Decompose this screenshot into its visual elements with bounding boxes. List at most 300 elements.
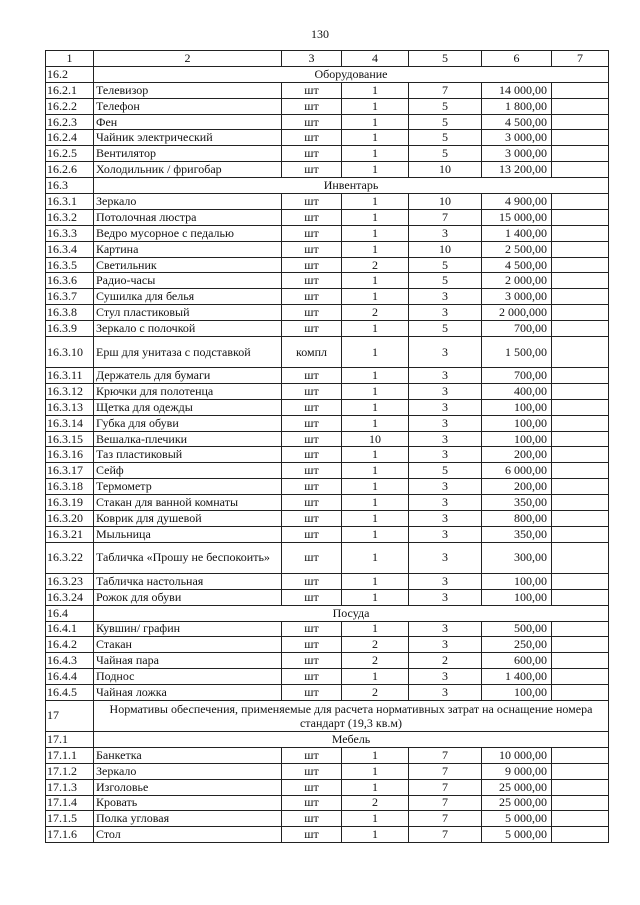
item-note [552,114,609,130]
item-unit: шт [282,637,342,653]
table-row [46,621,609,637]
item-note [552,321,609,337]
item-quantity: 1 [342,447,409,463]
item-quantity: 1 [342,827,409,843]
table-row [46,573,609,589]
item-quantity: 1 [342,383,409,399]
table-row [46,795,609,811]
table-row [46,653,609,669]
table-row [46,130,609,146]
item-number: 17.1.3 [46,779,94,795]
item-number: 16.3.2 [46,209,94,225]
section-number: 17 [46,700,94,731]
item-years: 3 [409,225,482,241]
item-quantity: 1 [342,479,409,495]
item-name: Сейф [94,463,282,479]
item-name: Щетка для одежды [94,399,282,415]
item-quantity: 1 [342,209,409,225]
item-name: Стакан [94,637,282,653]
item-price: 250,00 [482,637,552,653]
item-years: 3 [409,399,482,415]
item-note [552,526,609,542]
item-name: Потолочная люстра [94,209,282,225]
item-number: 17.1.4 [46,795,94,811]
item-price: 1 400,00 [482,225,552,241]
table-row [46,146,609,162]
item-name: Кувшин/ графин [94,621,282,637]
item-name: Чайная ложка [94,685,282,701]
item-unit: шт [282,431,342,447]
item-quantity: 1 [342,415,409,431]
item-number: 16.3.11 [46,368,94,384]
item-number: 16.3.22 [46,542,94,573]
item-years: 5 [409,463,482,479]
page-number: 130 [311,27,329,41]
item-price: 200,00 [482,447,552,463]
item-number: 16.3.19 [46,495,94,511]
item-number: 16.4.2 [46,637,94,653]
item-price: 14 000,00 [482,82,552,98]
item-name: Кровать [94,795,282,811]
table-row [46,447,609,463]
item-name: Коврик для душевой [94,511,282,527]
item-unit: шт [282,669,342,685]
item-name: Губка для обуви [94,415,282,431]
item-number: 17.1.1 [46,747,94,763]
item-name: Телефон [94,98,282,114]
item-note [552,542,609,573]
item-name: Стул пластиковый [94,305,282,321]
item-quantity: 2 [342,637,409,653]
section-row [46,66,609,82]
section-title: Нормативы обеспечения, применяемые для расчета нормативных затрат на оснащение номера стандарт (19,3 кв.м) [94,700,609,731]
item-years: 5 [409,257,482,273]
item-name: Рожок для обуви [94,589,282,605]
item-note [552,225,609,241]
table-row [46,337,609,368]
item-unit: шт [282,82,342,98]
header-cell: 7 [552,51,609,67]
section-number: 16.4 [46,605,94,621]
item-note [552,811,609,827]
item-number: 16.3.12 [46,383,94,399]
item-number: 16.3.15 [46,431,94,447]
item-price: 200,00 [482,479,552,495]
table-row [46,289,609,305]
item-name: Мыльница [94,526,282,542]
item-price: 100,00 [482,589,552,605]
item-years: 7 [409,209,482,225]
item-years: 5 [409,114,482,130]
item-note [552,431,609,447]
item-unit: шт [282,415,342,431]
item-years: 7 [409,82,482,98]
item-years: 3 [409,431,482,447]
item-number: 16.2.3 [46,114,94,130]
item-unit: шт [282,399,342,415]
item-quantity: 1 [342,194,409,210]
item-quantity: 1 [342,146,409,162]
item-price: 2 000,00 [482,273,552,289]
item-note [552,209,609,225]
header-cell: 3 [282,51,342,67]
item-unit: шт [282,146,342,162]
item-note [552,273,609,289]
section-title: Инвентарь [94,178,609,194]
item-unit: шт [282,463,342,479]
item-note [552,130,609,146]
item-quantity: 1 [342,82,409,98]
table-row [46,82,609,98]
item-quantity: 1 [342,589,409,605]
item-note [552,241,609,257]
item-unit: шт [282,779,342,795]
item-price: 4 500,00 [482,114,552,130]
item-number: 16.2.4 [46,130,94,146]
item-number: 16.3.1 [46,194,94,210]
item-note [552,511,609,527]
item-quantity: 1 [342,162,409,178]
table-row [46,763,609,779]
item-quantity: 2 [342,257,409,273]
item-number: 16.3.23 [46,573,94,589]
item-number: 16.3.7 [46,289,94,305]
table-row [46,257,609,273]
table-row [46,811,609,827]
item-price: 10 000,00 [482,747,552,763]
item-years: 7 [409,795,482,811]
item-note [552,779,609,795]
item-years: 3 [409,637,482,653]
item-number: 17.1.5 [46,811,94,827]
item-note [552,415,609,431]
item-price: 1 800,00 [482,98,552,114]
item-name: Чайная пара [94,653,282,669]
item-price: 100,00 [482,685,552,701]
item-price: 9 000,00 [482,763,552,779]
section-row [46,731,609,747]
item-name: Стакан для ванной комнаты [94,495,282,511]
table-row [46,526,609,542]
item-years: 3 [409,526,482,542]
item-unit: шт [282,811,342,827]
item-quantity: 1 [342,98,409,114]
item-unit: шт [282,98,342,114]
table-row [46,305,609,321]
item-quantity: 1 [342,337,409,368]
item-unit: шт [282,685,342,701]
item-years: 10 [409,194,482,210]
item-unit: шт [282,162,342,178]
item-unit: шт [282,621,342,637]
table-body [46,66,609,842]
item-years: 3 [409,479,482,495]
item-number: 16.3.8 [46,305,94,321]
table-row [46,479,609,495]
item-name: Крючки для полотенца [94,383,282,399]
item-quantity: 1 [342,273,409,289]
item-number: 16.2.2 [46,98,94,114]
item-quantity: 1 [342,811,409,827]
item-price: 4 900,00 [482,194,552,210]
item-price: 350,00 [482,495,552,511]
item-unit: шт [282,589,342,605]
item-note [552,82,609,98]
item-name: Ерш для унитаза с подставкой [94,337,282,368]
item-years: 3 [409,685,482,701]
table-row [46,589,609,605]
item-price: 5 000,00 [482,827,552,843]
item-name: Держатель для бумаги [94,368,282,384]
item-unit: шт [282,273,342,289]
item-years: 3 [409,573,482,589]
item-quantity: 2 [342,685,409,701]
item-unit: шт [282,653,342,669]
item-years: 3 [409,447,482,463]
item-years: 5 [409,146,482,162]
table-row [46,495,609,511]
item-price: 3 000,00 [482,289,552,305]
item-unit: шт [282,383,342,399]
table-row [46,463,609,479]
item-price: 100,00 [482,431,552,447]
item-note [552,827,609,843]
section-number: 17.1 [46,731,94,747]
item-years: 3 [409,589,482,605]
item-number: 17.1.2 [46,763,94,779]
item-note [552,447,609,463]
header-cell: 1 [46,51,94,67]
item-quantity: 1 [342,747,409,763]
item-price: 1 500,00 [482,337,552,368]
item-unit: шт [282,495,342,511]
item-number: 16.3.14 [46,415,94,431]
section-number: 16.2 [46,66,94,82]
item-unit: шт [282,289,342,305]
item-years: 3 [409,305,482,321]
item-note [552,495,609,511]
item-name: Таз пластиковый [94,447,282,463]
item-unit: компл [282,337,342,368]
item-number: 16.3.10 [46,337,94,368]
item-note [552,162,609,178]
item-price: 500,00 [482,621,552,637]
section-row [46,178,609,194]
item-quantity: 1 [342,114,409,130]
table-row [46,241,609,257]
item-name: Полка угловая [94,811,282,827]
item-quantity: 1 [342,542,409,573]
item-unit: шт [282,114,342,130]
item-years: 3 [409,621,482,637]
table-row [46,209,609,225]
item-note [552,257,609,273]
item-number: 16.3.6 [46,273,94,289]
item-note [552,795,609,811]
item-name: Зеркало [94,763,282,779]
item-note [552,653,609,669]
item-number: 16.3.17 [46,463,94,479]
item-name: Ведро мусорное с педалью [94,225,282,241]
item-number: 16.4.5 [46,685,94,701]
table-row [46,431,609,447]
item-years: 3 [409,669,482,685]
section-row [46,700,609,731]
table-row [46,415,609,431]
item-price: 350,00 [482,526,552,542]
table-row [46,225,609,241]
item-years: 3 [409,368,482,384]
item-unit: шт [282,795,342,811]
item-unit: шт [282,241,342,257]
item-name: Зеркало [94,194,282,210]
table-row [46,162,609,178]
item-unit: шт [282,511,342,527]
item-price: 100,00 [482,415,552,431]
item-number: 16.4.4 [46,669,94,685]
item-note [552,685,609,701]
item-note [552,98,609,114]
item-name: Изголовье [94,779,282,795]
item-quantity: 1 [342,368,409,384]
item-unit: шт [282,257,342,273]
item-price: 2 000,000 [482,305,552,321]
item-note [552,479,609,495]
item-years: 3 [409,542,482,573]
item-name: Картина [94,241,282,257]
item-number: 16.2.1 [46,82,94,98]
item-quantity: 1 [342,511,409,527]
item-quantity: 1 [342,321,409,337]
item-quantity: 1 [342,669,409,685]
section-title: Оборудование [94,66,609,82]
table-row [46,511,609,527]
item-price: 700,00 [482,321,552,337]
item-years: 3 [409,383,482,399]
section-title: Мебель [94,731,609,747]
table-row [46,383,609,399]
norms-table [45,50,609,843]
item-name: Вентилятор [94,146,282,162]
item-quantity: 1 [342,289,409,305]
section-title: Посуда [94,605,609,621]
section-number: 16.3 [46,178,94,194]
item-years: 10 [409,241,482,257]
item-quantity: 1 [342,225,409,241]
table-row [46,669,609,685]
item-price: 400,00 [482,383,552,399]
item-note [552,669,609,685]
table-row [46,114,609,130]
table-row [46,273,609,289]
item-years: 7 [409,747,482,763]
item-name: Табличка «Прошу не беспокоить» [94,542,282,573]
item-years: 3 [409,495,482,511]
table-row [46,779,609,795]
item-price: 3 000,00 [482,130,552,146]
item-years: 7 [409,827,482,843]
header-cell: 6 [482,51,552,67]
header-cell: 2 [94,51,282,67]
item-number: 16.3.3 [46,225,94,241]
item-note [552,383,609,399]
item-name: Термометр [94,479,282,495]
item-years: 5 [409,98,482,114]
item-note [552,337,609,368]
item-name: Сушилка для белья [94,289,282,305]
item-price: 25 000,00 [482,795,552,811]
item-years: 3 [409,511,482,527]
item-number: 16.4.1 [46,621,94,637]
item-unit: шт [282,542,342,573]
item-number: 16.2.5 [46,146,94,162]
table-row [46,747,609,763]
item-name: Чайник электрический [94,130,282,146]
section-row [46,605,609,621]
item-years: 7 [409,779,482,795]
table-row [46,827,609,843]
item-note [552,621,609,637]
item-name: Стол [94,827,282,843]
item-quantity: 1 [342,130,409,146]
item-name: Светильник [94,257,282,273]
item-unit: шт [282,763,342,779]
item-unit: шт [282,194,342,210]
item-name: Фен [94,114,282,130]
item-unit: шт [282,130,342,146]
item-number: 16.3.13 [46,399,94,415]
item-number: 16.3.20 [46,511,94,527]
item-name: Банкетка [94,747,282,763]
item-quantity: 1 [342,526,409,542]
item-name: Радио-часы [94,273,282,289]
table-row [46,368,609,384]
item-number: 16.3.9 [46,321,94,337]
item-years: 2 [409,653,482,669]
item-quantity: 10 [342,431,409,447]
item-quantity: 1 [342,573,409,589]
item-price: 15 000,00 [482,209,552,225]
table-row [46,194,609,210]
item-price: 700,00 [482,368,552,384]
item-years: 10 [409,162,482,178]
item-years: 5 [409,273,482,289]
header-cell: 4 [342,51,409,67]
header-row [46,51,609,67]
item-price: 600,00 [482,653,552,669]
item-quantity: 1 [342,463,409,479]
item-note [552,368,609,384]
table-row [46,399,609,415]
item-note [552,747,609,763]
item-unit: шт [282,747,342,763]
item-quantity: 1 [342,763,409,779]
item-quantity: 2 [342,795,409,811]
item-price: 3 000,00 [482,146,552,162]
item-name: Холодильник / фригобар [94,162,282,178]
item-note [552,763,609,779]
item-number: 16.3.21 [46,526,94,542]
item-years: 3 [409,337,482,368]
item-unit: шт [282,368,342,384]
item-note [552,589,609,605]
item-number: 16.3.5 [46,257,94,273]
item-name: Зеркало с полочкой [94,321,282,337]
item-unit: шт [282,305,342,321]
item-unit: шт [282,479,342,495]
item-number: 16.4.3 [46,653,94,669]
table-row [46,98,609,114]
